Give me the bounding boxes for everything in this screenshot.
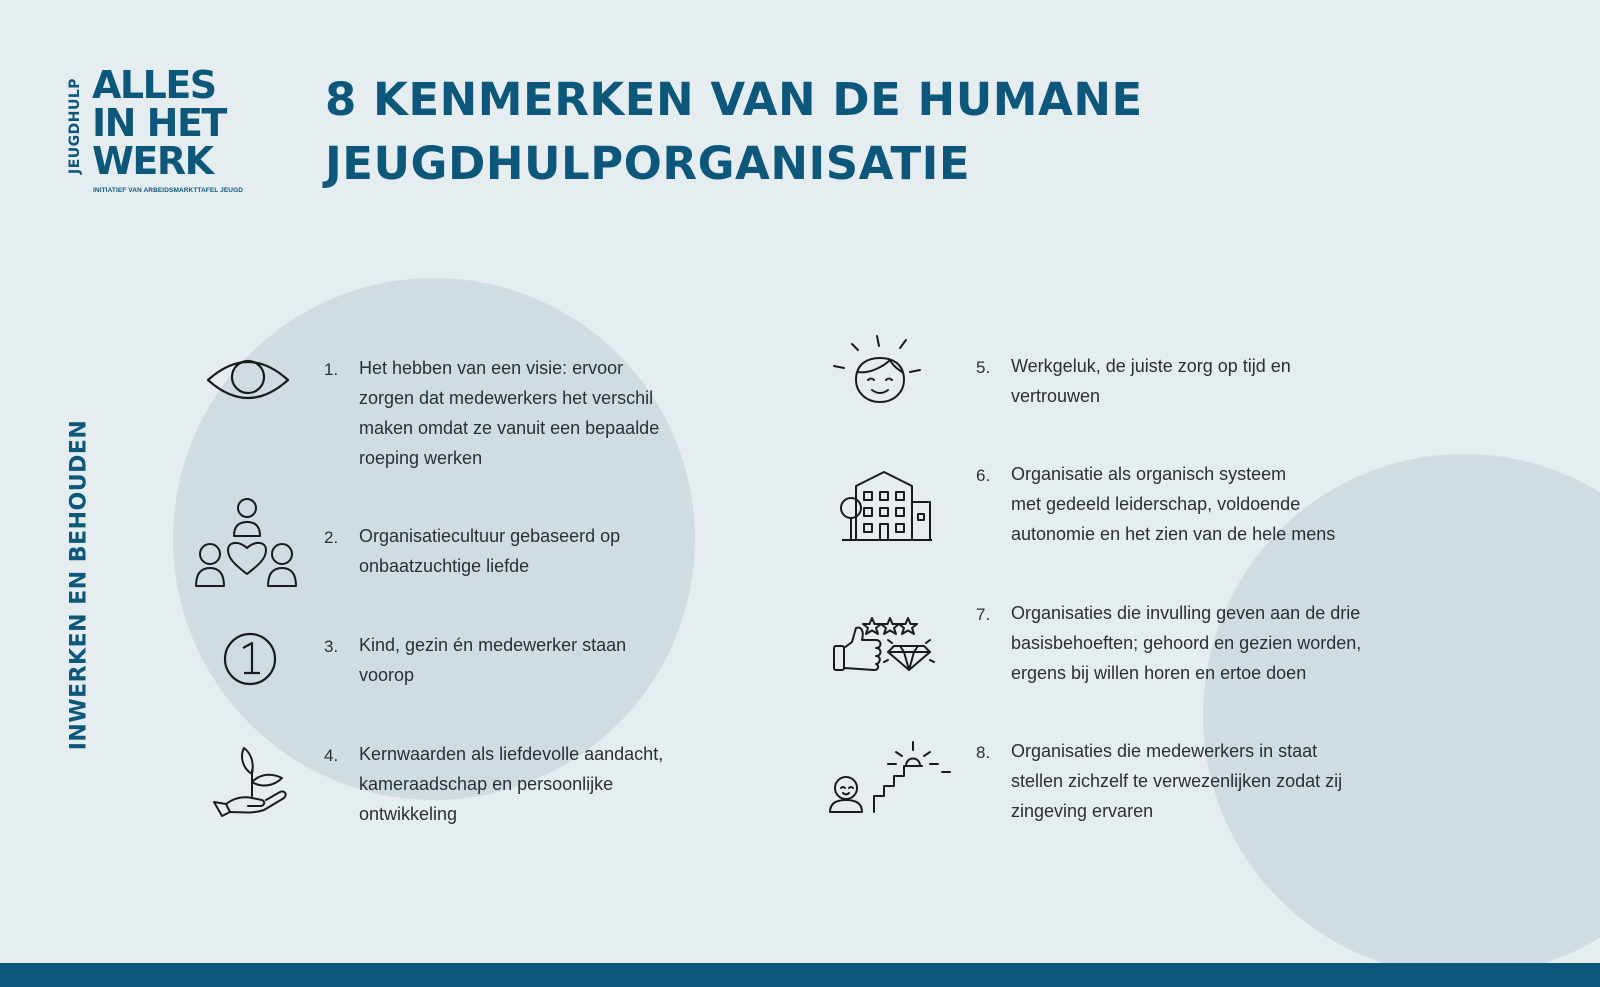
item-number: 5. (976, 358, 991, 377)
item-text-5: Werkgeluk, de juiste zorg op tijd en vertrouwen (1011, 356, 1291, 406)
item-text-8: Organisaties die medewerkers in staat stellen zichzelf te verwezenlijken zodat zij zingeving ervaren (1011, 741, 1343, 821)
logo-line: IN HET (92, 101, 226, 145)
title-line-1: 8 KENMERKEN VAN DE HUMANE (325, 73, 1143, 126)
title-line-2: JEUGDHULPORGANISATIE (325, 137, 971, 190)
logo-vertical-text: JEUGDHULP (67, 77, 83, 175)
page-title (325, 68, 1225, 196)
number-one-icon (223, 632, 277, 686)
item-text-2: Organisatiecultuur gebaseerd op onbaatzuchtige liefde (359, 526, 621, 576)
item-text-4: Kernwaarden als liefdevolle aandacht, kameraadschap en persoonlijke ontwikkeling (359, 744, 664, 824)
eye-icon (206, 356, 290, 404)
logo-wordmark (92, 63, 226, 183)
person-stairs-sun-icon (828, 738, 954, 814)
item-text-1: Het hebben van een visie: ervoor zorgen dat medewerkers het verschil maken omdat ze vanuit een bepaalde roeping werken (359, 358, 660, 468)
thumbs-up-rating-icon (832, 612, 936, 672)
item-number: 3. (324, 637, 339, 656)
item-text-3: Kind, gezin én medewerker staan voorop (359, 635, 627, 685)
item-number: 2. (324, 528, 339, 547)
logo-subtitle: INITIATIEF VAN ARBEIDSMARKTTAFEL JEUGD (93, 187, 244, 194)
logo-line: WERK (92, 139, 213, 183)
item-text-7: Organisaties die invulling geven aan de drie basisbehoeften; gehoord en gezien worden, ergens bij willen horen en ertoe doen (1011, 603, 1362, 683)
item-number: 1. (324, 360, 339, 379)
item-number: 7. (976, 605, 991, 624)
logo (66, 63, 244, 200)
item-number: 6. (976, 466, 991, 485)
building-icon (838, 470, 936, 542)
logo-line: ALLES (92, 63, 216, 107)
bottom-bar (0, 963, 1600, 987)
happy-face-icon (830, 334, 930, 410)
people-heart-icon (194, 494, 300, 590)
hand-plant-icon (212, 746, 292, 818)
item-text-6: Organisatie als organisch systeem met gedeeld leiderschap, voldoende autonomie en het zien van de hele mens (1011, 464, 1336, 544)
side-label: INWERKEN EN BEHOUDEN (66, 419, 92, 751)
item-number: 4. (324, 746, 339, 765)
item-number: 8. (976, 743, 991, 762)
